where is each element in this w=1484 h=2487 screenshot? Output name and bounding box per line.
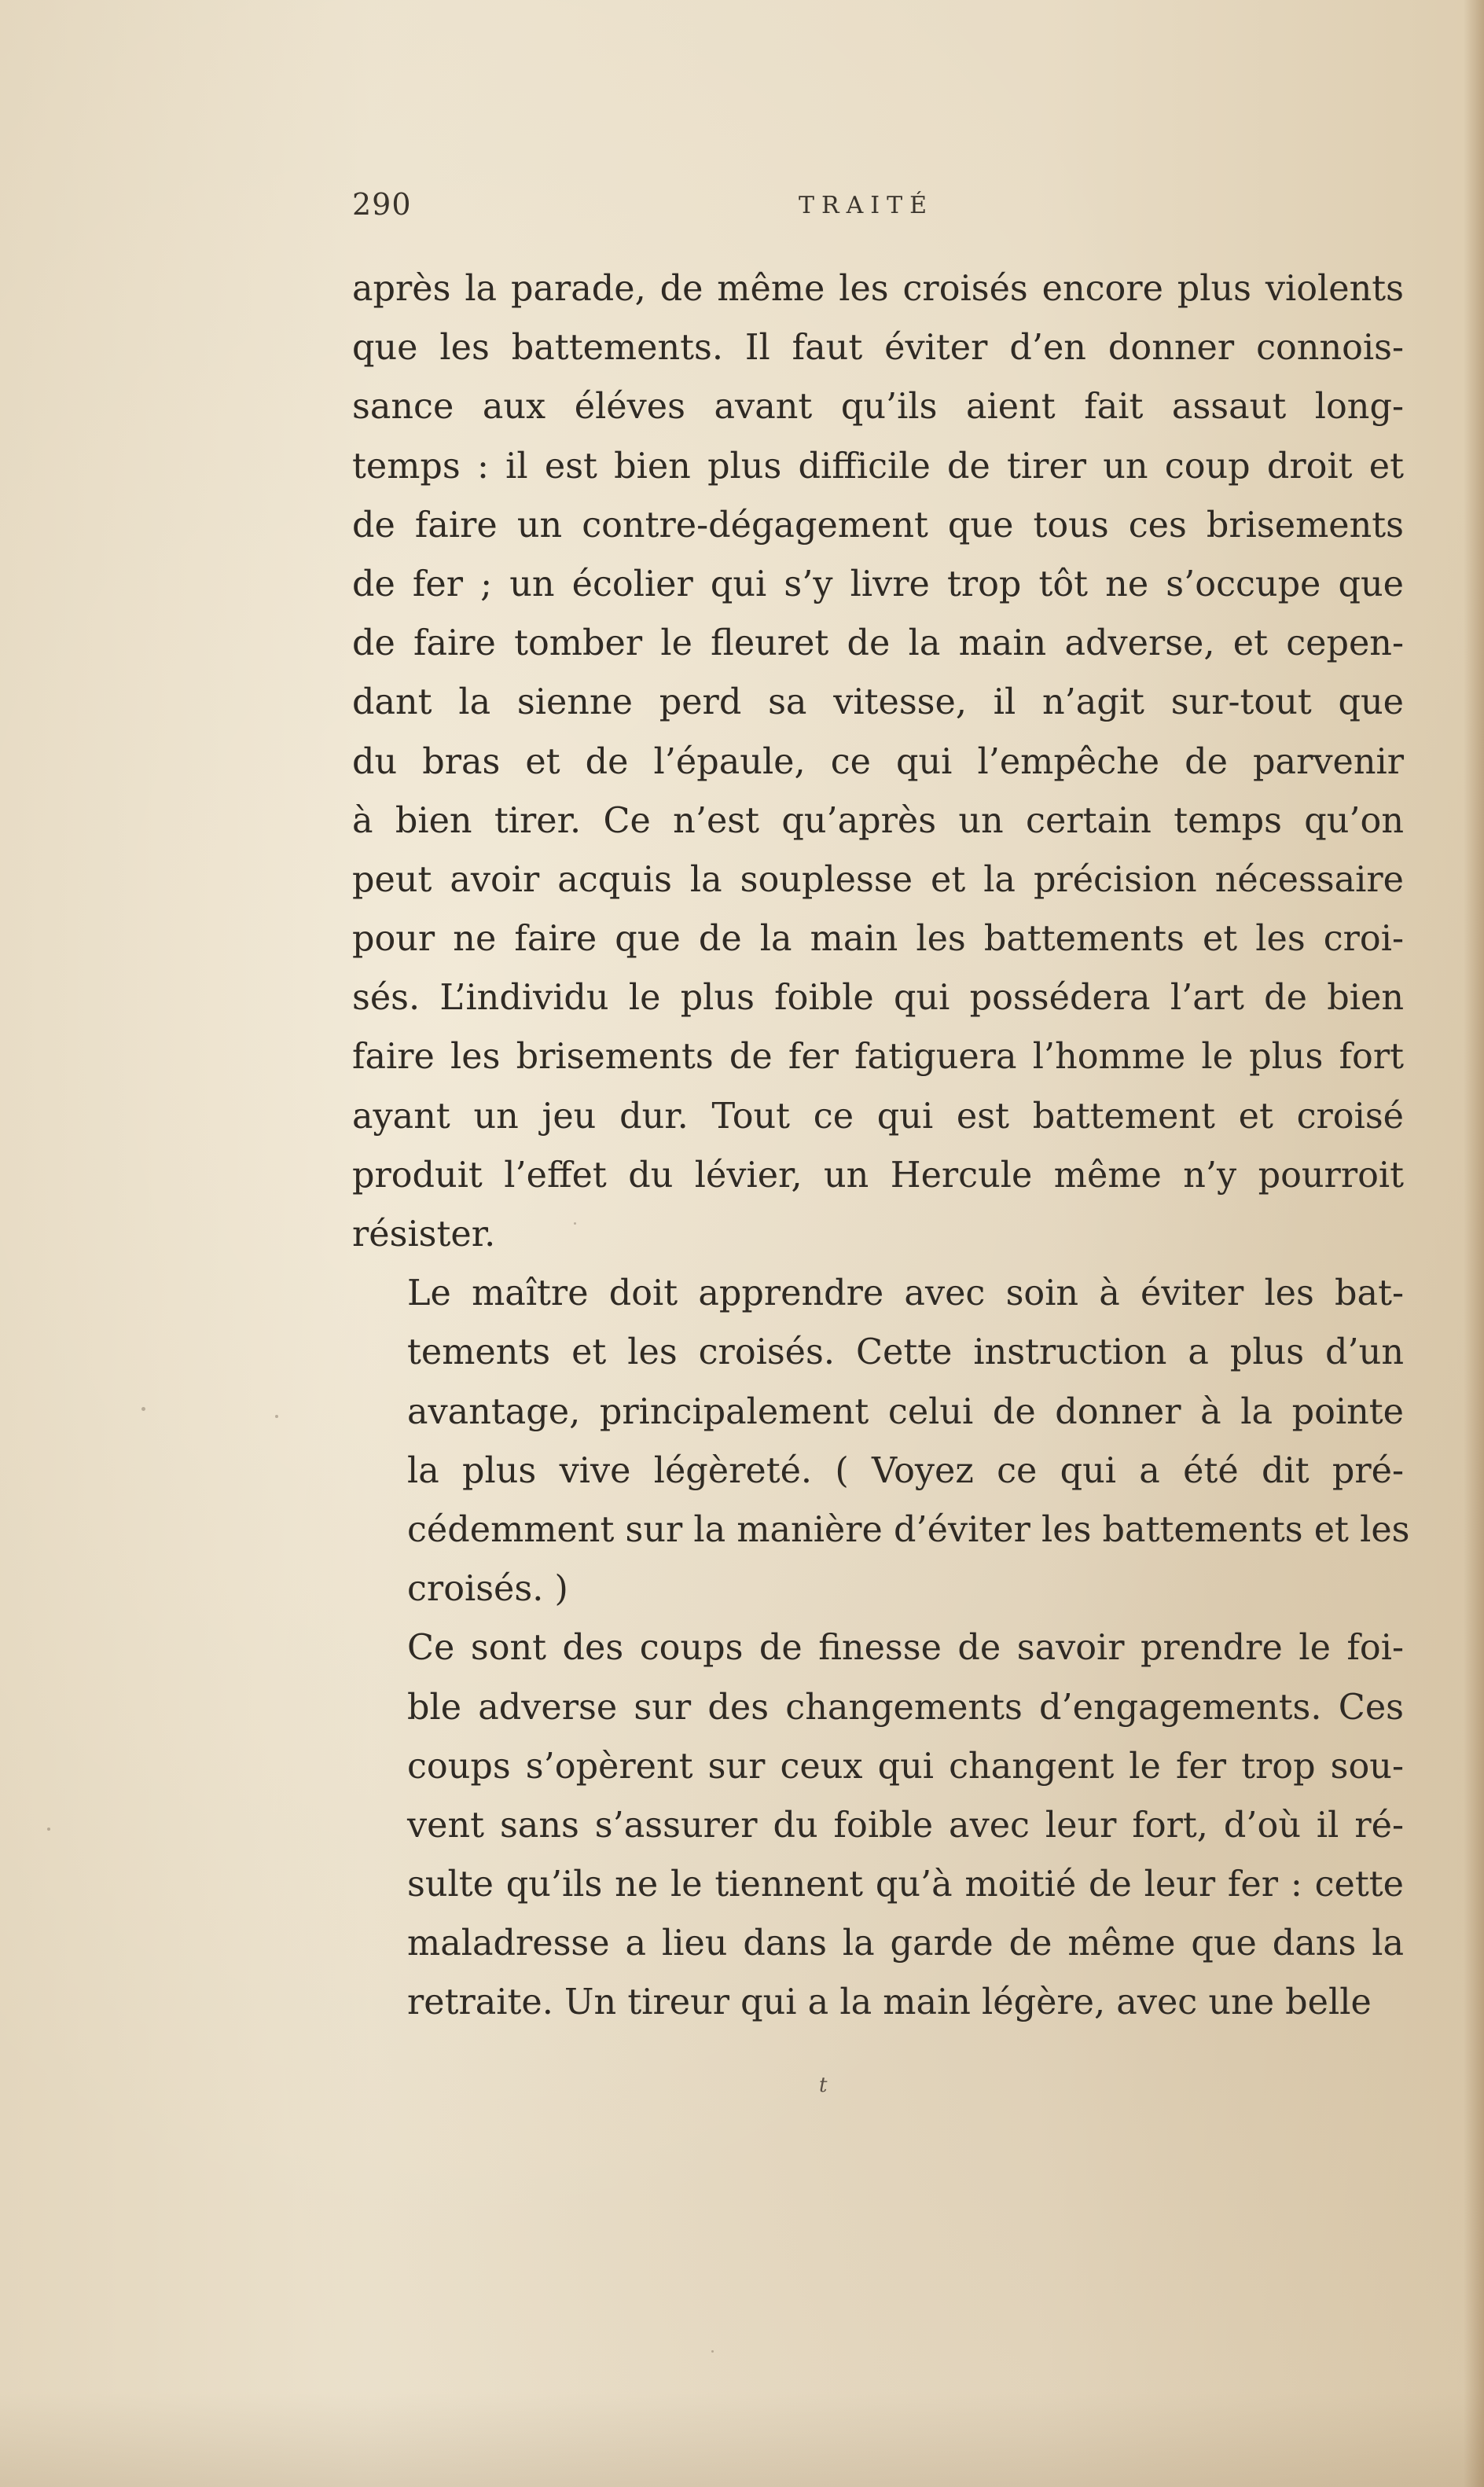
footer-mark: t (819, 2074, 828, 2097)
paragraph (352, 259, 1404, 1264)
text-line: sés. L’individu le plus foible qui possédera l’art de bien (352, 978, 1404, 1019)
text-line: avantage, principalement celui de donner à la pointe (407, 1391, 1404, 1432)
text-line: temps : il est bien plus difficile de tirer un coup droit et (352, 446, 1404, 487)
text-line: tements et les croisés. Cette instruction a plus d’un (407, 1332, 1404, 1373)
text-line: ayant un jeu dur. Tout ce qui est battement et croisé (352, 1096, 1404, 1137)
text-line: Le maître doit apprendre avec soin à éviter les bat- (407, 1273, 1404, 1314)
text-line: résister. (352, 1214, 496, 1255)
text-line: de fer ; un écolier qui s’y livre trop tôt ne s’occupe que (352, 564, 1404, 604)
text-line: maladresse a lieu dans la garde de même que dans la (407, 1923, 1404, 1964)
text-line: croisés. ) (407, 1569, 568, 1610)
text-line: dant la sienne perd sa vitesse, il n’agit sur-tout que (352, 682, 1404, 723)
text-line: retraite. Un tireur qui a la main légère, avec une belle (407, 1982, 1372, 2023)
paragraph (352, 1618, 1404, 2032)
paper-speck (141, 1407, 145, 1411)
page-bottom-shadow (0, 2393, 1484, 2487)
paper-speck (711, 2350, 714, 2353)
paragraph (352, 1264, 1410, 1618)
text-line: à bien tirer. Ce n’est qu’après un certain temps qu’on (352, 800, 1404, 841)
text-line: sance aux éléves avant qu’ils aient fait assaut long- (352, 387, 1404, 428)
text-line: ble adverse sur des changements d’engagements. Ces (407, 1687, 1404, 1728)
text-line: sulte qu’ils ne le tiennent qu’à moitié de leur fer : cette (407, 1864, 1404, 1905)
text-line: produit l’effet du lévier, un Hercule même n’y pourroit (352, 1155, 1404, 1196)
running-head (352, 187, 1405, 234)
paper-speck (47, 1828, 50, 1831)
text-line: vent sans s’assurer du foible avec leur fort, d’où il ré- (407, 1805, 1404, 1846)
text-line: coups s’opèrent sur ceux qui changent le fer trop sou- (407, 1746, 1404, 1787)
text-line: que les battements. Il faut éviter d’en donner connois- (352, 328, 1404, 369)
text-line: de faire un contre-dégagement que tous ces brisements (352, 505, 1404, 546)
text-line: Ce sont des coups de finesse de savoir prendre le foi- (407, 1628, 1404, 1669)
text-line: peut avoir acquis la souplesse et la précision nécessaire (352, 859, 1404, 900)
text-line: cédemment sur la manière d’éviter les battements et les (407, 1509, 1410, 1550)
page-edge-shadow (1464, 0, 1484, 2487)
text-line: après la parade, de même les croisés encore plus violents (352, 269, 1404, 309)
text-line: la plus vive légèreté. ( Voyez ce qui a été dit pré- (407, 1450, 1404, 1491)
text-line: pour ne faire que de la main les battements et les croi- (352, 919, 1404, 960)
body-text (352, 259, 1410, 2033)
text-line: faire les brisements de fer fatiguera l’homme le plus fort (352, 1037, 1404, 1078)
text-line: du bras et de l’épaule, ce qui l’empêche de parvenir (352, 741, 1404, 782)
running-head-title: TRAITÉ (799, 192, 935, 219)
page-number: 290 (352, 187, 412, 222)
paper-speck (275, 1415, 278, 1418)
text-line: de faire tomber le fleuret de la main adverse, et cepen- (352, 623, 1404, 664)
